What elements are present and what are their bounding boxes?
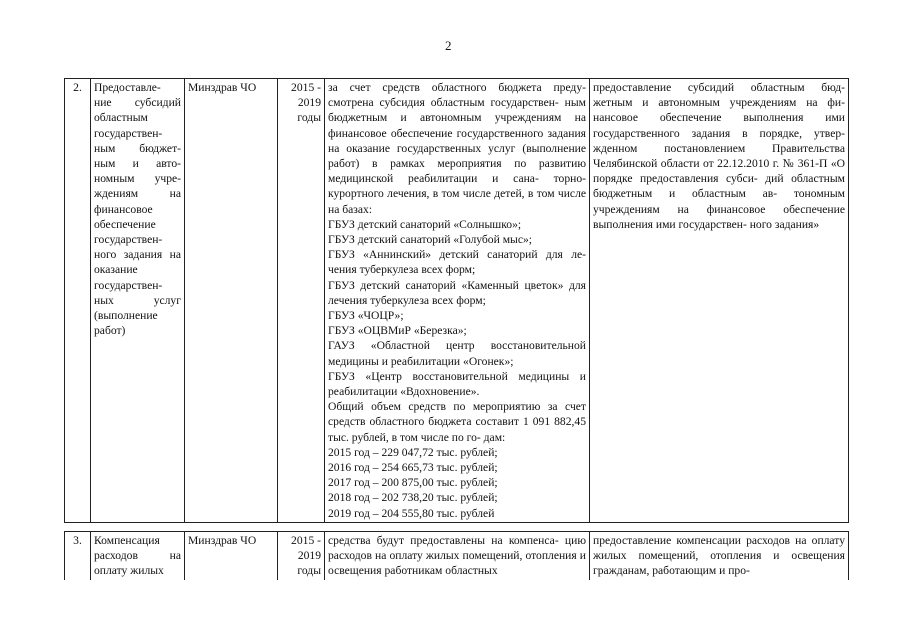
institution-item: ГБУЗ детский санаторий «Каменный цветок» для лечения туберкулеза всех форм;: [328, 278, 586, 307]
measure-description: [325, 79, 590, 523]
description-intro: за счет средств областного бюджета преду- смотрена субсидия областным государствен- ным бюджетным и автономным учреждениям на финансовое обеспечение государственного задания на оказание государственных услуг (выполнение работ) в рамках мероприятия по развитию медицинской реабилитации и сана- торно-курортного лечения, в том числе детей, в том числе на базах:: [328, 81, 586, 216]
measure-name: Компенсация расходов на оплату жилых: [91, 531, 185, 579]
measure-description: средства будут предоставлены на компенса- цию расходов на оплату жилых помещений, отопления и освещения работникам областных: [325, 531, 590, 579]
funding-year: 2017 год – 200 875,00 тыс. рублей;: [328, 476, 498, 490]
institution-item: ГБУЗ «Центр восстановительной медицины и реабилитации «Вдохновение».: [328, 369, 586, 399]
row-number: 3.: [65, 531, 91, 579]
institution-item: ГБУЗ «ОЦВМиР «Березка»;: [328, 324, 467, 338]
row-gap: [65, 522, 849, 531]
institution-item: ГБУЗ детский санаторий «Голубой мыс»;: [328, 233, 532, 247]
institution-item: ГБУЗ детский санаторий «Солнышко»;: [328, 217, 522, 231]
table-row: [65, 79, 849, 523]
measure-name: Предоставле- ние субсидий областным государствен- ным бюджет- ным и авто- номным учре- ждениям на финансовое обеспечение государствен- ного задания на оказание государствен- ных услуг (выполнение работ): [91, 79, 185, 523]
institution-item: ГАУЗ «Областной центр восстановительной медицины и реабилитации «Огонек»;: [328, 339, 586, 368]
funding-year: 2015 год – 229 047,72 тыс. рублей;: [328, 445, 498, 459]
legal-basis: предоставление компенсации расходов на оплату жилых помещений, отопления и освещения гражданам, работающим и про-: [590, 531, 849, 579]
executor: Минздрав ЧО: [185, 531, 278, 579]
years: 2015 - 2019 годы: [278, 79, 325, 523]
funding-year: 2016 год – 254 665,73 тыс. рублей;: [328, 461, 498, 475]
funding-year: 2018 год – 202 738,20 тыс. рублей;: [328, 491, 498, 505]
measures-table: [64, 78, 849, 580]
funding-total: Общий объем средств по мероприятию за счет средств областного бюджета составит 1 091 882,45 тыс. рублей, в том числе по го- дам:: [328, 400, 586, 444]
funding-year: 2019 год – 204 555,80 тыс. рублей: [328, 506, 495, 520]
institution-item: ГБУЗ «ЧОЦР»;: [328, 309, 404, 323]
table-row: [65, 531, 849, 579]
legal-basis: предоставление субсидий областным бюд- жетным и автономным учреждениям на фи- нансовое обеспечение выполнения ими государственного задания в порядке, утвер- жденном постановлением Правительства Челябинской области от 22.12.2010 г. № 361-П «О порядке предоставления субси- дий областным бюджетным и областным ав- тономным учреждениям на финансовое обеспечение выполнения ими государствен- ного задания»: [590, 79, 849, 523]
page-number: 2: [445, 38, 452, 53]
row-number: 2.: [65, 79, 91, 523]
institution-item: ГБУЗ «Аннинский» детский санаторий для ле- чения туберкулеза всех форм;: [328, 248, 586, 277]
executor: Минздрав ЧО: [185, 79, 278, 523]
years: 2015 - 2019 годы: [278, 531, 325, 579]
